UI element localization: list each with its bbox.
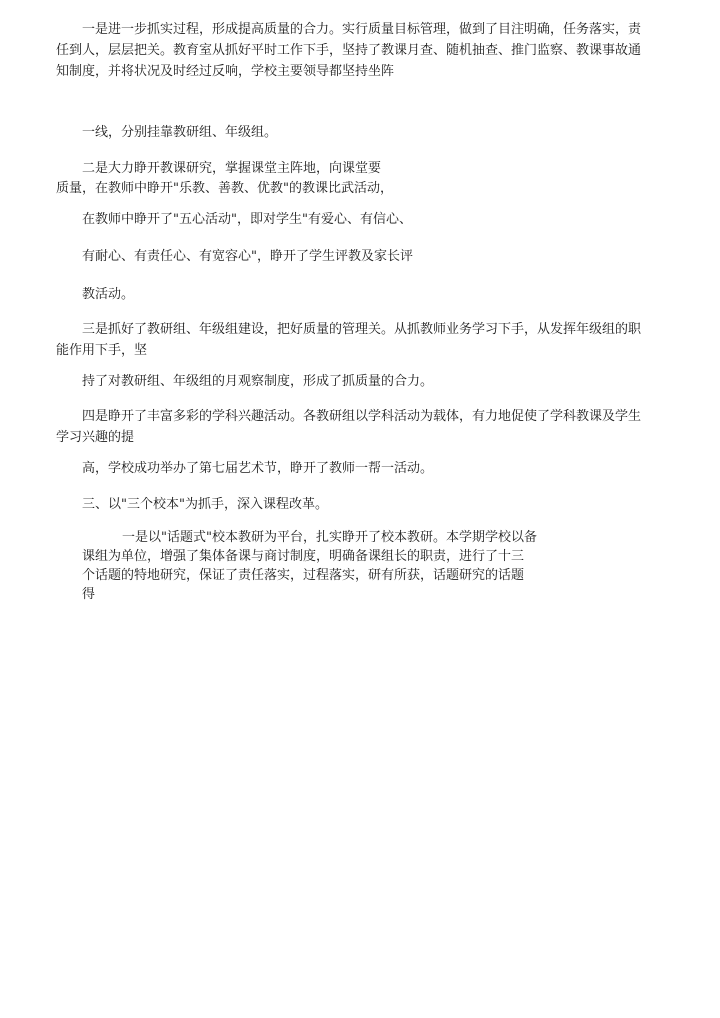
paragraph-3-line-1: 二是大力睁开教课研究，掌握课堂主阵地，向课堂要 [82, 161, 382, 176]
paragraph-12-line-3: 个话题的特地研究，保证了责任落实，过程落实，研有所获，话题研究的话题 [82, 568, 525, 583]
paragraph-7-line-2: 能作用下手，坚 [56, 343, 148, 358]
section-heading: 三、以"三个校本"为抓手，深入课程改革。 [82, 497, 328, 512]
paragraph-1-line-2: 任到人，层层把关。教育室从抓好平时工作下手，坚持了教课月查、随机抽查、推门监察、教课事故通 [56, 43, 642, 58]
paragraph-6: 教活动。 [82, 287, 135, 302]
paragraph-9-line-2: 学习兴趣的提 [56, 430, 135, 445]
paragraph-12-line-1: 一是以"话题式"校本教研为平台，扎实睁开了校本教研。本学期学校以备 [122, 530, 537, 545]
paragraph-10: 高，学校成功举办了第七届艺术节，睁开了教师一帮一活动。 [82, 461, 434, 476]
paragraph-8: 持了对教研组、年级组的月观察制度，形成了抓质量的合力。 [82, 374, 434, 389]
paragraph-7-line-1: 三是抓好了教研组、年级组建设，把好质量的管理关。从抓教师业务学习下手，从发挥年级组的职 [82, 322, 642, 337]
paragraph-2: 一线，分别挂靠教研组、年级组。 [82, 125, 278, 140]
paragraph-12-line-2: 课组为单位，增强了集体备课与商讨制度，明确备课组长的职责，进行了十三 [82, 549, 525, 564]
paragraph-1-line-3: 知制度，并将状况及时经过反响，学校主要领导都坚持坐阵 [56, 64, 395, 79]
paragraph-9-line-1: 四是睁开了丰富多彩的学科兴趣活动。各教研组以学科活动为载体，有力地促使了学科教课及学生 [82, 409, 642, 424]
paragraph-3-line-2: 质量，在教师中睁开"乐教、善教、优教"的教课比武活动， [56, 181, 393, 196]
paragraph-12-line-4: 得 [82, 587, 96, 602]
paragraph-4: 在教师中睁开了"五心活动"，即对学生"有爱心、有信心、 [82, 212, 412, 227]
paragraph-5: 有耐心、有责任心、有宽容心"，睁开了学生评教及家长评 [82, 249, 413, 264]
paragraph-1-line-1: 一是进一步抓实过程，形成提高质量的合力。实行质量目标管理，做到了目注明确，任务落实，责 [82, 22, 642, 37]
